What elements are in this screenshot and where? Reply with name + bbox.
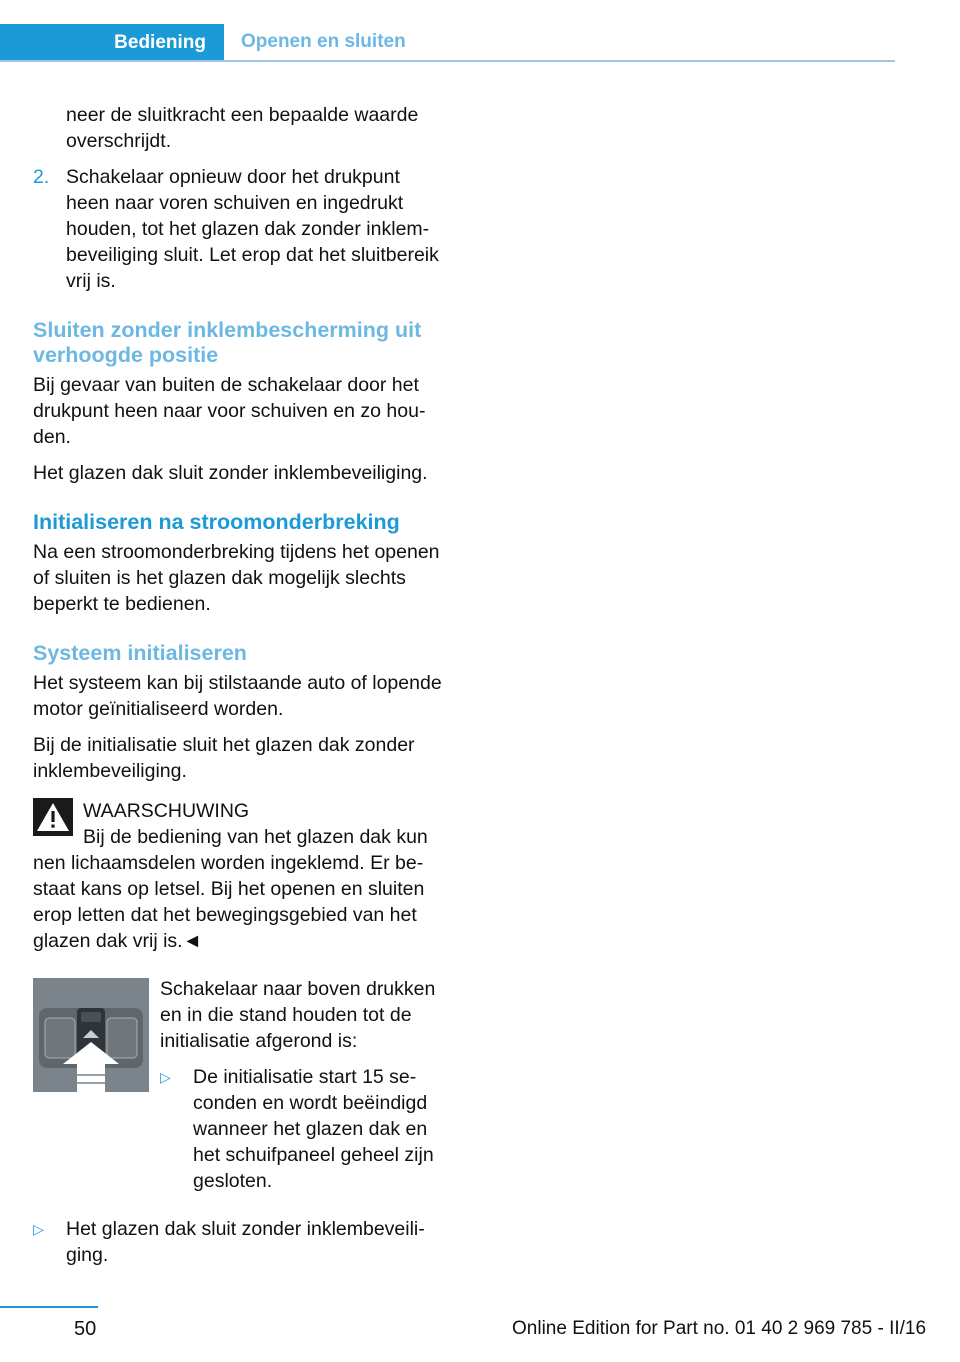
paragraph-power-failure: Na een stroomonderbreking tijdens het openen of sluiten is het glazen dak mogelijk slechts beperkt te bedienen.	[33, 541, 440, 615]
section-heading-closing: Sluiten zonder inklembescherming uit verhoogde positie	[33, 318, 422, 367]
bullet-triangle-icon: ▷	[160, 1069, 171, 1085]
header-divider	[0, 60, 895, 62]
warning-first-line: Bij de bediening van het glazen dak kun	[83, 826, 428, 848]
instruction-text: Schakelaar naar boven drukken en in die stand houden tot de initialisatie afgerond is:	[160, 978, 436, 1052]
paragraph-system: Het systeem kan bij stilstaande auto of lopende motor geïnitialiseerd worden.	[33, 672, 442, 720]
bullet-text: Het glazen dak sluit zonder inklembeveiliging.	[66, 1218, 425, 1266]
tab-bediening[interactable]: Bediening	[0, 24, 224, 62]
warning-block	[33, 798, 443, 954]
photo-instruction	[33, 976, 443, 1216]
content-column	[33, 102, 443, 1268]
paragraph-danger: Bij gevaar van buiten de schakelaar door het drukpunt heen naar voor schuiven en zo houden.	[33, 374, 426, 448]
edition-info: Online Edition for Part no. 01 40 2 969 785 - II/16	[512, 1318, 927, 1339]
bullet-text: De initialisatie start 15 seconden en wordt beëindigd wanneer het glazen dak en het schuifpaneel geheel zijn gesloten.	[193, 1066, 434, 1192]
chapter-header	[0, 24, 895, 62]
footer-divider	[0, 1306, 98, 1308]
roof-switch-image	[33, 978, 149, 1092]
step-number: 2.	[33, 166, 50, 188]
step-text: Schakelaar opnieuw door het drukpunt heen naar voren schuiven en ingedrukt houden, tot het glazen dak zonder inklembeveiliging sluit. Let erop dat het sluitbereik vrij is.	[66, 166, 439, 292]
tab-openen-en-sluiten[interactable]: Openen en sluiten	[241, 31, 406, 52]
paragraph-initialization: Bij de initialisatie sluit het glazen dak zonder inklembeveiliging.	[33, 734, 415, 782]
bullet-item-2	[33, 1216, 443, 1268]
switch-photo	[33, 978, 149, 1092]
bullet-item-1	[160, 1064, 443, 1194]
numbered-step-2	[33, 164, 443, 294]
warning-icon	[33, 798, 73, 836]
section-heading-system: Systeem initialiseren	[33, 641, 247, 665]
bullet-triangle-icon: ▷	[33, 1221, 44, 1237]
page-number: 50	[74, 1318, 97, 1340]
paragraph-closes: Het glazen dak sluit zonder inklembeveiliging.	[33, 462, 428, 484]
warning-title: WAARSCHUWING	[83, 800, 250, 822]
section-heading-initialize: Initialiseren na stroomonderbreking	[33, 510, 400, 534]
continued-paragraph: neer de sluitkracht een bepaalde waarde overschrijdt.	[66, 104, 419, 152]
warning-text: nen lichaamsdelen worden ingeklemd. Er bestaat kans op letsel. Bij het openen en sluiten erop letten dat het bewegingsgebied van het glazen dak vrij is.◄	[33, 852, 425, 952]
